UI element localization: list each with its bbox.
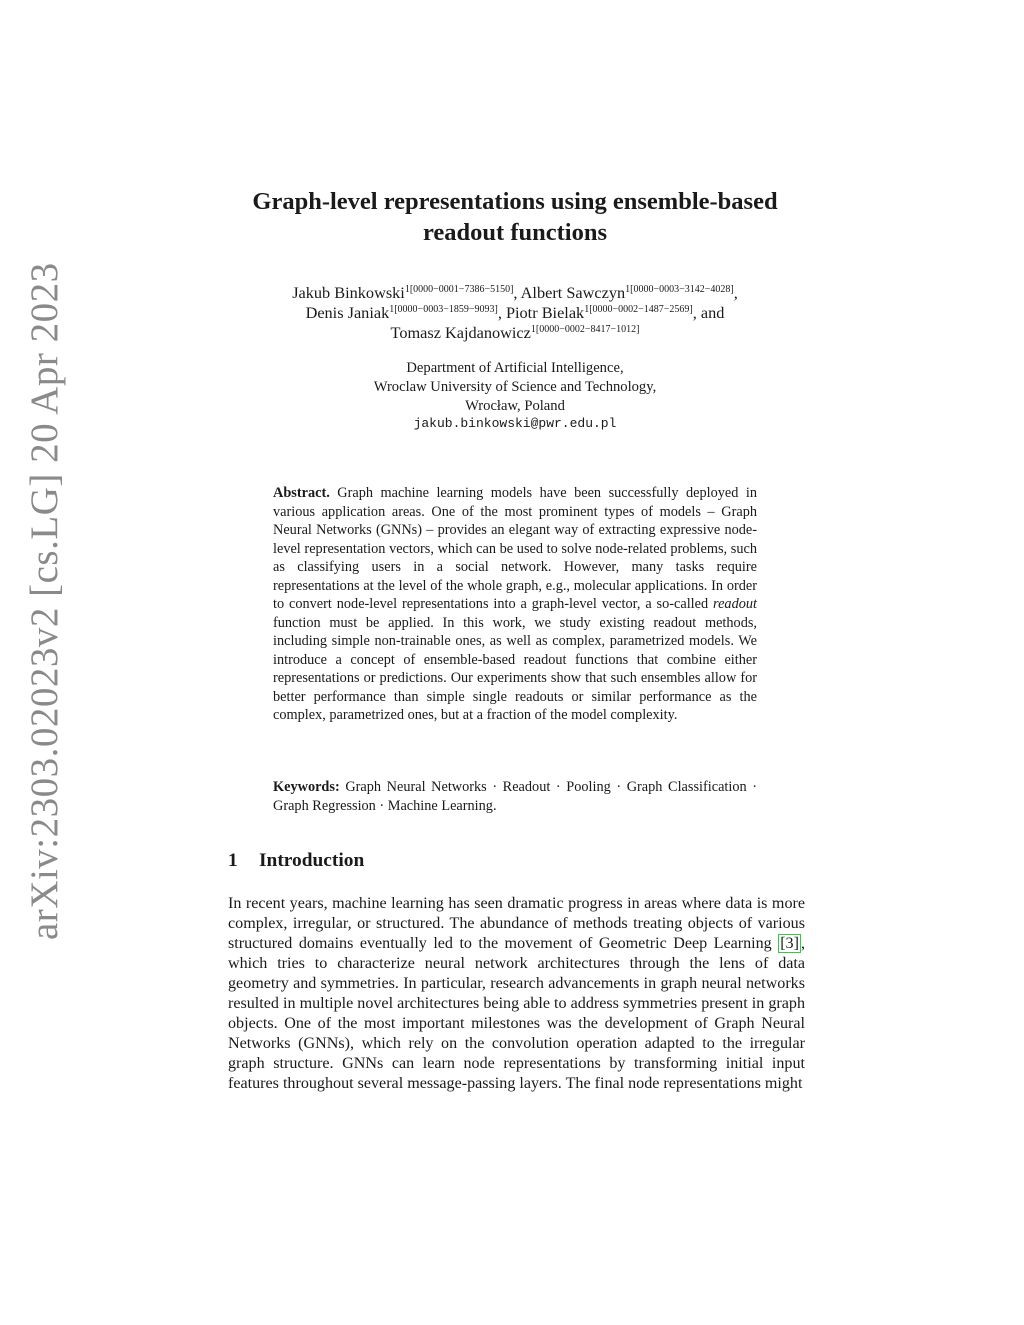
- author-orcid: 1[0000−0002−1487−2569]: [584, 304, 693, 315]
- author-separator: ,: [513, 283, 521, 302]
- author-name: Jakub Binkowski: [292, 283, 405, 302]
- author-separator: ,: [733, 283, 738, 302]
- affiliation-department: Department of Artificial Intelligence,: [406, 360, 624, 376]
- author-name: Albert Sawczyn: [520, 283, 626, 302]
- paper-title: [200, 186, 830, 248]
- section-heading: [228, 849, 808, 873]
- author-orcid: 1[0000−0001−7386−5150]: [404, 284, 514, 295]
- author-orcid: 1[0000−0002−8417−1012]: [530, 324, 640, 335]
- author-separator: ,: [497, 303, 506, 322]
- arxiv-identifier-stamp: arXiv:2303.02023v2 [cs.LG] 20 Apr 2023: [23, 262, 66, 940]
- keywords: [273, 778, 757, 815]
- abstract-text-continued: function must be applied. In this work, we study existing readout methods, including simple non-trainable ones, as well as complex, parametrized models. We introduce a concept of ensemble-based readout functions that combine either representations or predictions. Our experiments show that such ensembles allow for better performance than simple single readouts or similar performance as the complex, parametrized ones, but at a fraction of the model complexity.: [273, 614, 757, 723]
- title-line-1: Graph-level representations using ensemble-based: [252, 188, 778, 215]
- introduction-paragraph: [228, 894, 805, 1094]
- affiliation-university: Wroclaw University of Science and Technology,: [373, 378, 657, 395]
- abstract-italic-term: readout: [713, 596, 757, 612]
- affiliation-city: Wrocław, Poland: [465, 397, 565, 414]
- author-separator: , and: [692, 303, 725, 322]
- abstract-text: Graph machine learning models have been successfully deployed in various application areas. One of the most prominent types of models – Graph Neural Networks (GNNs) – provides an elegant way of extracting expressive node-level representation vectors, which can be used to solve node-related problems, such as classifying users in a social network. However, many tasks require representations at the level of the whole graph, e.g., molecular applications. In order to convert node-level representations into a graph-level vector, a so-called: [273, 485, 757, 612]
- authors-line-3: [205, 323, 825, 343]
- author-orcid: 1[0000−0003−1859−9093]: [389, 304, 498, 315]
- abstract-label: Abstract.: [273, 485, 330, 501]
- intro-text: In recent years, machine learning has seen dramatic progress in areas where data is more complex, irregular, or structured. The abundance of methods treating objects of various structured domains eventually led to the movement of Geometric Deep Learning: [228, 895, 805, 952]
- title-line-2: readout functions: [422, 219, 607, 246]
- citation-link[interactable]: [3]: [780, 935, 799, 952]
- author-email: jakub.binkowski@pwr.edu.pl: [413, 416, 617, 432]
- intro-text-continued: , which tries to characterize neural network architectures through the lens of data geometry and symmetries. In particular, research advancements in graph neural networks resulted in multiple novel architectures being able to address symmetries present in graph objects. One of the most important milestones was the development of Graph Neural Networks (GNNs), which rely on the convolution operation adapted to the irregular graph structure. GNNs can learn node representations by transforming initial input features throughout several message-passing layers. The final node representations might: [228, 935, 805, 1092]
- section-number: 1: [228, 850, 238, 871]
- citation-number: 3: [785, 935, 794, 952]
- author-name: Denis Janiak: [305, 303, 390, 322]
- section-title: Introduction: [259, 850, 365, 871]
- author-name: Tomasz Kajdanowicz: [390, 323, 531, 342]
- author-list: [205, 283, 825, 343]
- keywords-label: Keywords:: [273, 779, 340, 795]
- abstract: [273, 484, 757, 725]
- keywords-text: Graph Neural Networks · Readout · Pooling · Graph Classification · Graph Regression · Machine Learning.: [273, 779, 758, 814]
- affiliation-block: [260, 359, 770, 434]
- authors-line-1: [205, 283, 825, 303]
- author-name: Piotr Bielak: [505, 303, 585, 322]
- authors-line-2: [205, 303, 825, 323]
- author-orcid: 1[0000−0003−3142−4028]: [625, 284, 734, 295]
